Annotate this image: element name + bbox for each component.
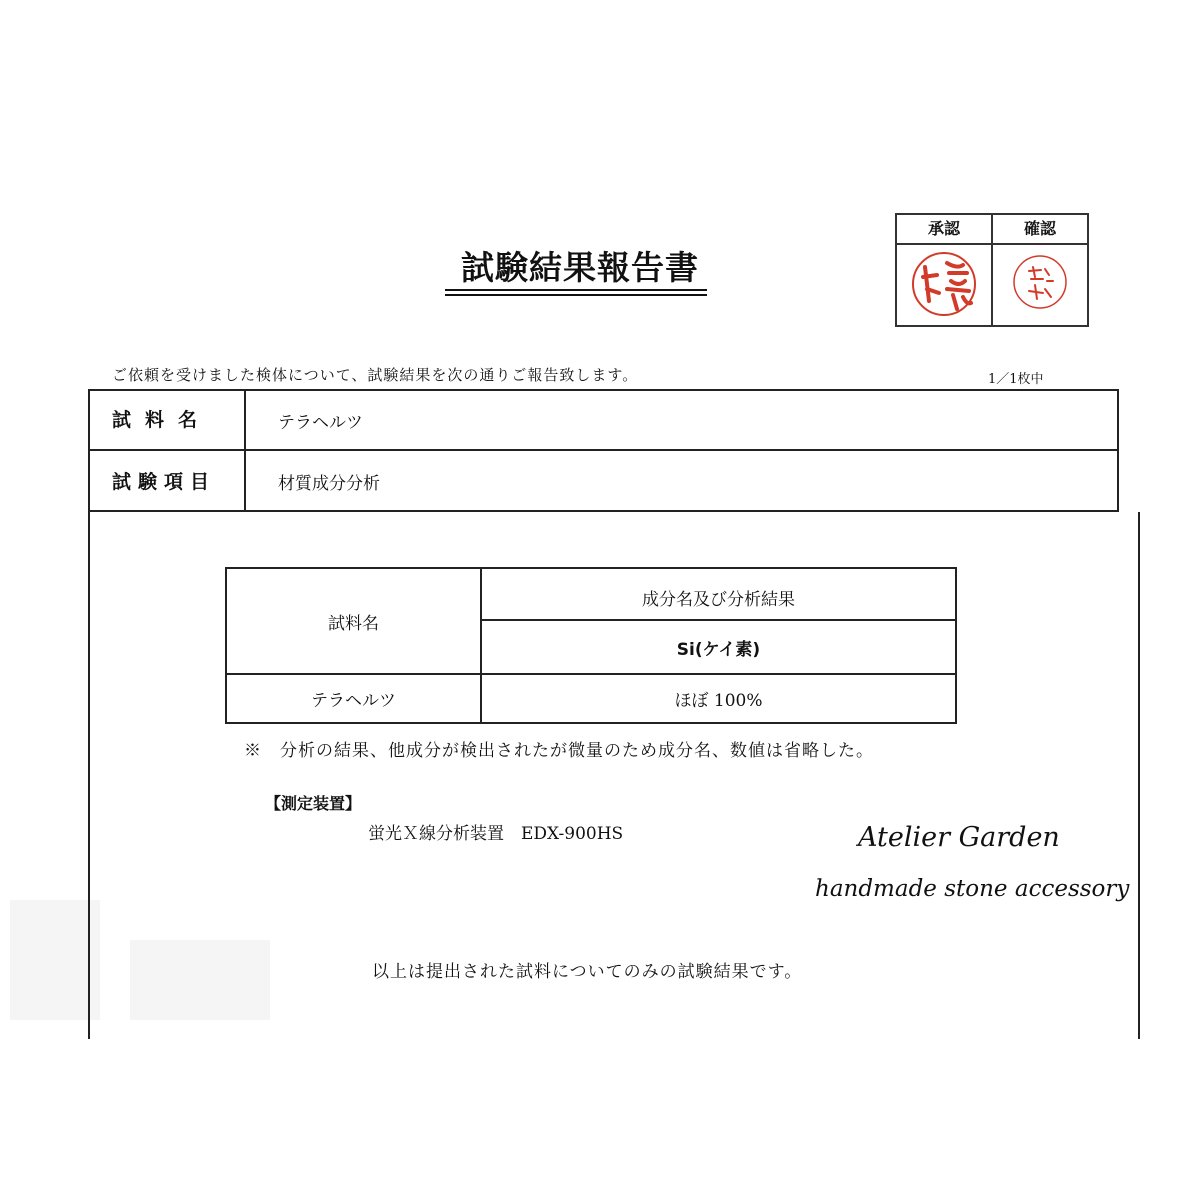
sample-name-value: テラヘルツ [278, 413, 363, 433]
row-divider [88, 510, 1119, 512]
sample-cell: テラヘルツ [311, 691, 396, 711]
table-divider [482, 619, 955, 621]
watermark-tagline: handmade stone accessory [815, 876, 1130, 902]
intro-text: ご依頼を受けました検体について、試験結果を次の通りご報告致します。 [112, 366, 639, 384]
table-divider [227, 673, 955, 675]
report-title: 試験結果報告書 [461, 248, 699, 287]
confirm-seal [993, 249, 1087, 319]
label-divider [244, 389, 246, 512]
title-underline [445, 289, 707, 291]
analysis-header: 成分名及び分析結果 [642, 590, 795, 610]
confirm-column [993, 215, 1087, 325]
row-divider [88, 449, 1119, 451]
title-underline [445, 294, 707, 296]
frame-border [88, 389, 90, 1039]
test-item-label: 試験項目 [112, 471, 217, 493]
approve-seal [897, 249, 991, 319]
footer-text: 以上は提出された試料についてのみの試験結果です。 [372, 962, 803, 982]
element-name: Si(ケイ素) [676, 640, 761, 660]
sample-header: 試料名 [328, 614, 379, 634]
page-count: 1／1枚中 [988, 372, 1044, 387]
approval-column [897, 215, 993, 325]
frame-border [88, 389, 1119, 391]
background-faint-shape [0, 880, 300, 1040]
approve-label: 承認 [897, 215, 991, 245]
analysis-note: ※ 分析の結果、他成分が検出されたが微量のため成分名、数値は省略した。 [244, 741, 874, 761]
sample-name-label: 試料名 [112, 409, 212, 431]
device-label: 【測定装置】 [265, 794, 362, 813]
approval-box [895, 213, 1089, 327]
frame-border [1138, 512, 1140, 1039]
confirm-label: 確認 [993, 215, 1087, 245]
watermark-brand: Atelier Garden [858, 822, 1060, 853]
result-cell: ほぼ 100% [674, 691, 763, 711]
test-item-value: 材質成分分析 [278, 474, 380, 494]
results-table [225, 567, 957, 724]
device-value: 蛍光Ｘ線分析装置 EDX-900HS [368, 824, 624, 844]
